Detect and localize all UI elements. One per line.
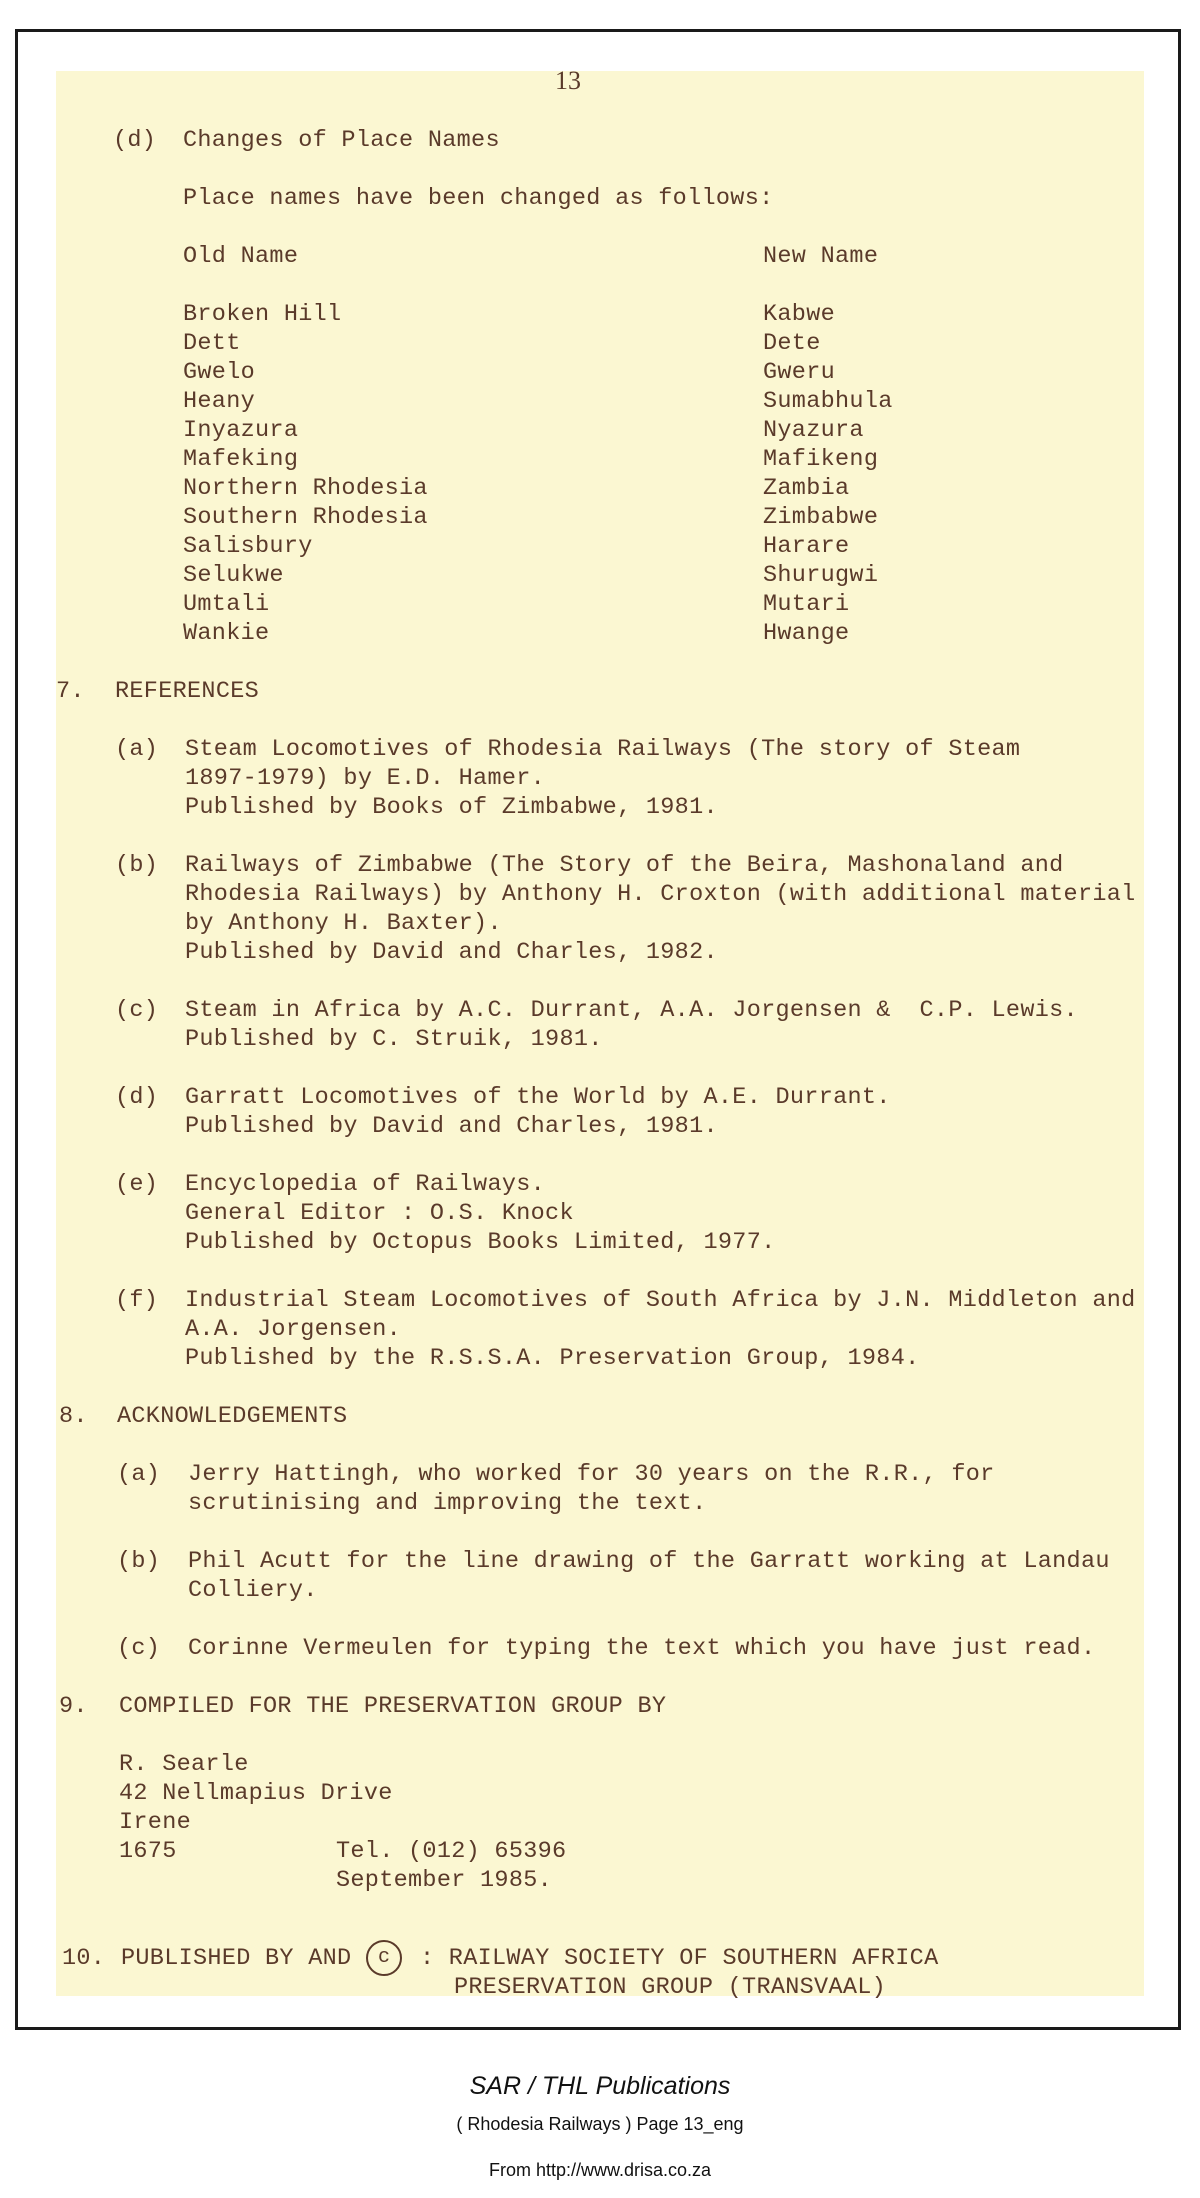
old-name: Heany <box>183 388 256 415</box>
old-name: Northern Rhodesia <box>183 475 428 502</box>
section-9-title: COMPILED FOR THE PRESERVATION GROUP BY <box>119 1693 667 1720</box>
reference-line: Industrial Steam Locomotives of South Africa by J.N. Middleton and <box>185 1287 1136 1314</box>
acknowledgement-line: Phil Acutt for the line drawing of the Garratt working at Landau <box>188 1548 1110 1575</box>
section-d-heading: Changes of Place Names <box>183 127 500 154</box>
new-name: Shurugwi <box>763 562 879 589</box>
compiler-telephone: Tel. (012) 65396 <box>336 1838 567 1865</box>
acknowledgement-marker: (c) <box>117 1635 161 1662</box>
reference-line: Published by Books of Zimbabwe, 1981. <box>185 794 718 821</box>
acknowledgement-marker: (b) <box>117 1548 161 1575</box>
acknowledgement-line: Jerry Hattingh, who worked for 30 years on the R.R., for <box>188 1461 995 1488</box>
new-name: Mafikeng <box>763 446 879 473</box>
reference-marker: (f) <box>115 1287 159 1314</box>
new-name: Nyazura <box>763 417 864 444</box>
reference-marker: (a) <box>115 736 159 763</box>
section-7-number: 7. <box>56 678 85 705</box>
reference-line: Published by C. Struik, 1981. <box>185 1026 603 1053</box>
acknowledgement-marker: (a) <box>117 1461 161 1488</box>
new-name: Gweru <box>763 359 836 386</box>
copyright-symbol: c <box>366 1940 402 1976</box>
publisher-line-2: PRESERVATION GROUP (TRANSVAAL) <box>454 1974 887 2001</box>
reference-line: Published by David and Charles, 1981. <box>185 1113 718 1140</box>
old-name: Southern Rhodesia <box>183 504 428 531</box>
compiler-street: 42 Nellmapius Drive <box>119 1780 393 1807</box>
old-name: Dett <box>183 330 241 357</box>
old-name: Broken Hill <box>183 301 342 328</box>
section-8-number: 8. <box>59 1403 88 1430</box>
compiled-date: September 1985. <box>336 1867 553 1894</box>
footer-source: From http://www.drisa.co.za <box>488 2160 712 2180</box>
reference-line: Steam Locomotives of Rhodesia Railways (The story of Steam <box>185 736 1021 763</box>
reference-marker: (b) <box>115 852 159 879</box>
reference-line: Rhodesia Railways) by Anthony H. Croxton (with additional material <box>185 881 1136 908</box>
reference-line: Published by the R.S.S.A. Preservation Group, 1984. <box>185 1345 920 1372</box>
section-9-number: 9. <box>59 1693 88 1720</box>
reference-line: Published by David and Charles, 1982. <box>185 939 718 966</box>
old-name: Wankie <box>183 620 270 647</box>
reference-marker: (c) <box>115 997 159 1024</box>
reference-line: Published by Octopus Books Limited, 1977. <box>185 1229 776 1256</box>
column-header-old-name: Old Name <box>183 243 299 270</box>
acknowledgement-line: scrutinising and improving the text. <box>188 1490 707 1517</box>
section-7-title: REFERENCES <box>115 678 260 705</box>
reference-line: General Editor : O.S. Knock <box>185 1200 574 1227</box>
old-name: Inyazura <box>183 417 299 444</box>
footer-title: SAR / THL Publications <box>469 2072 731 2100</box>
publisher-line-1: : RAILWAY SOCIETY OF SOUTHERN AFRICA <box>420 1945 939 1972</box>
compiler-name: R. Searle <box>119 1751 249 1778</box>
section-d-marker: (d) <box>113 127 157 154</box>
new-name: Zambia <box>763 475 850 502</box>
old-name: Selukwe <box>183 562 284 589</box>
reference-line: by Anthony H. Baxter). <box>185 910 502 937</box>
reference-marker: (d) <box>115 1084 159 1111</box>
new-name: Dete <box>763 330 821 357</box>
new-name: Hwange <box>763 620 850 647</box>
reference-line: Garratt Locomotives of the World by A.E. Durrant. <box>185 1084 891 1111</box>
acknowledgement-line: Colliery. <box>188 1577 318 1604</box>
reference-line: A.A. Jorgensen. <box>185 1316 402 1343</box>
section-10-number: 10. <box>62 1945 106 1972</box>
old-name: Mafeking <box>183 446 299 473</box>
new-name: Mutari <box>763 591 850 618</box>
new-name: Kabwe <box>763 301 836 328</box>
section-10-title: PUBLISHED BY AND <box>121 1945 352 1972</box>
compiler-town: Irene <box>119 1809 192 1836</box>
page-number: 13 <box>555 66 581 95</box>
new-name: Harare <box>763 533 850 560</box>
section-d-intro: Place names have been changed as follows: <box>183 185 774 212</box>
reference-line: Railways of Zimbabwe (The Story of the Beira, Mashonaland and <box>185 852 1064 879</box>
footer-subtitle: ( Rhodesia Railways ) Page 13_eng <box>456 2114 744 2134</box>
new-name: Zimbabwe <box>763 504 879 531</box>
old-name: Salisbury <box>183 533 313 560</box>
old-name: Gwelo <box>183 359 256 386</box>
reference-line: Steam in Africa by A.C. Durrant, A.A. Jorgensen & C.P. Lewis. <box>185 997 1078 1024</box>
section-8-title: ACKNOWLEDGEMENTS <box>117 1403 348 1430</box>
old-name: Umtali <box>183 591 270 618</box>
reference-marker: (e) <box>115 1171 159 1198</box>
reference-line: 1897-1979) by E.D. Hamer. <box>185 765 546 792</box>
compiler-postcode: 1675 <box>119 1838 177 1865</box>
new-name: Sumabhula <box>763 388 893 415</box>
reference-line: Encyclopedia of Railways. <box>185 1171 546 1198</box>
column-header-new-name: New Name <box>763 243 879 270</box>
acknowledgement-line: Corinne Vermeulen for typing the text which you have just read. <box>188 1635 1096 1662</box>
